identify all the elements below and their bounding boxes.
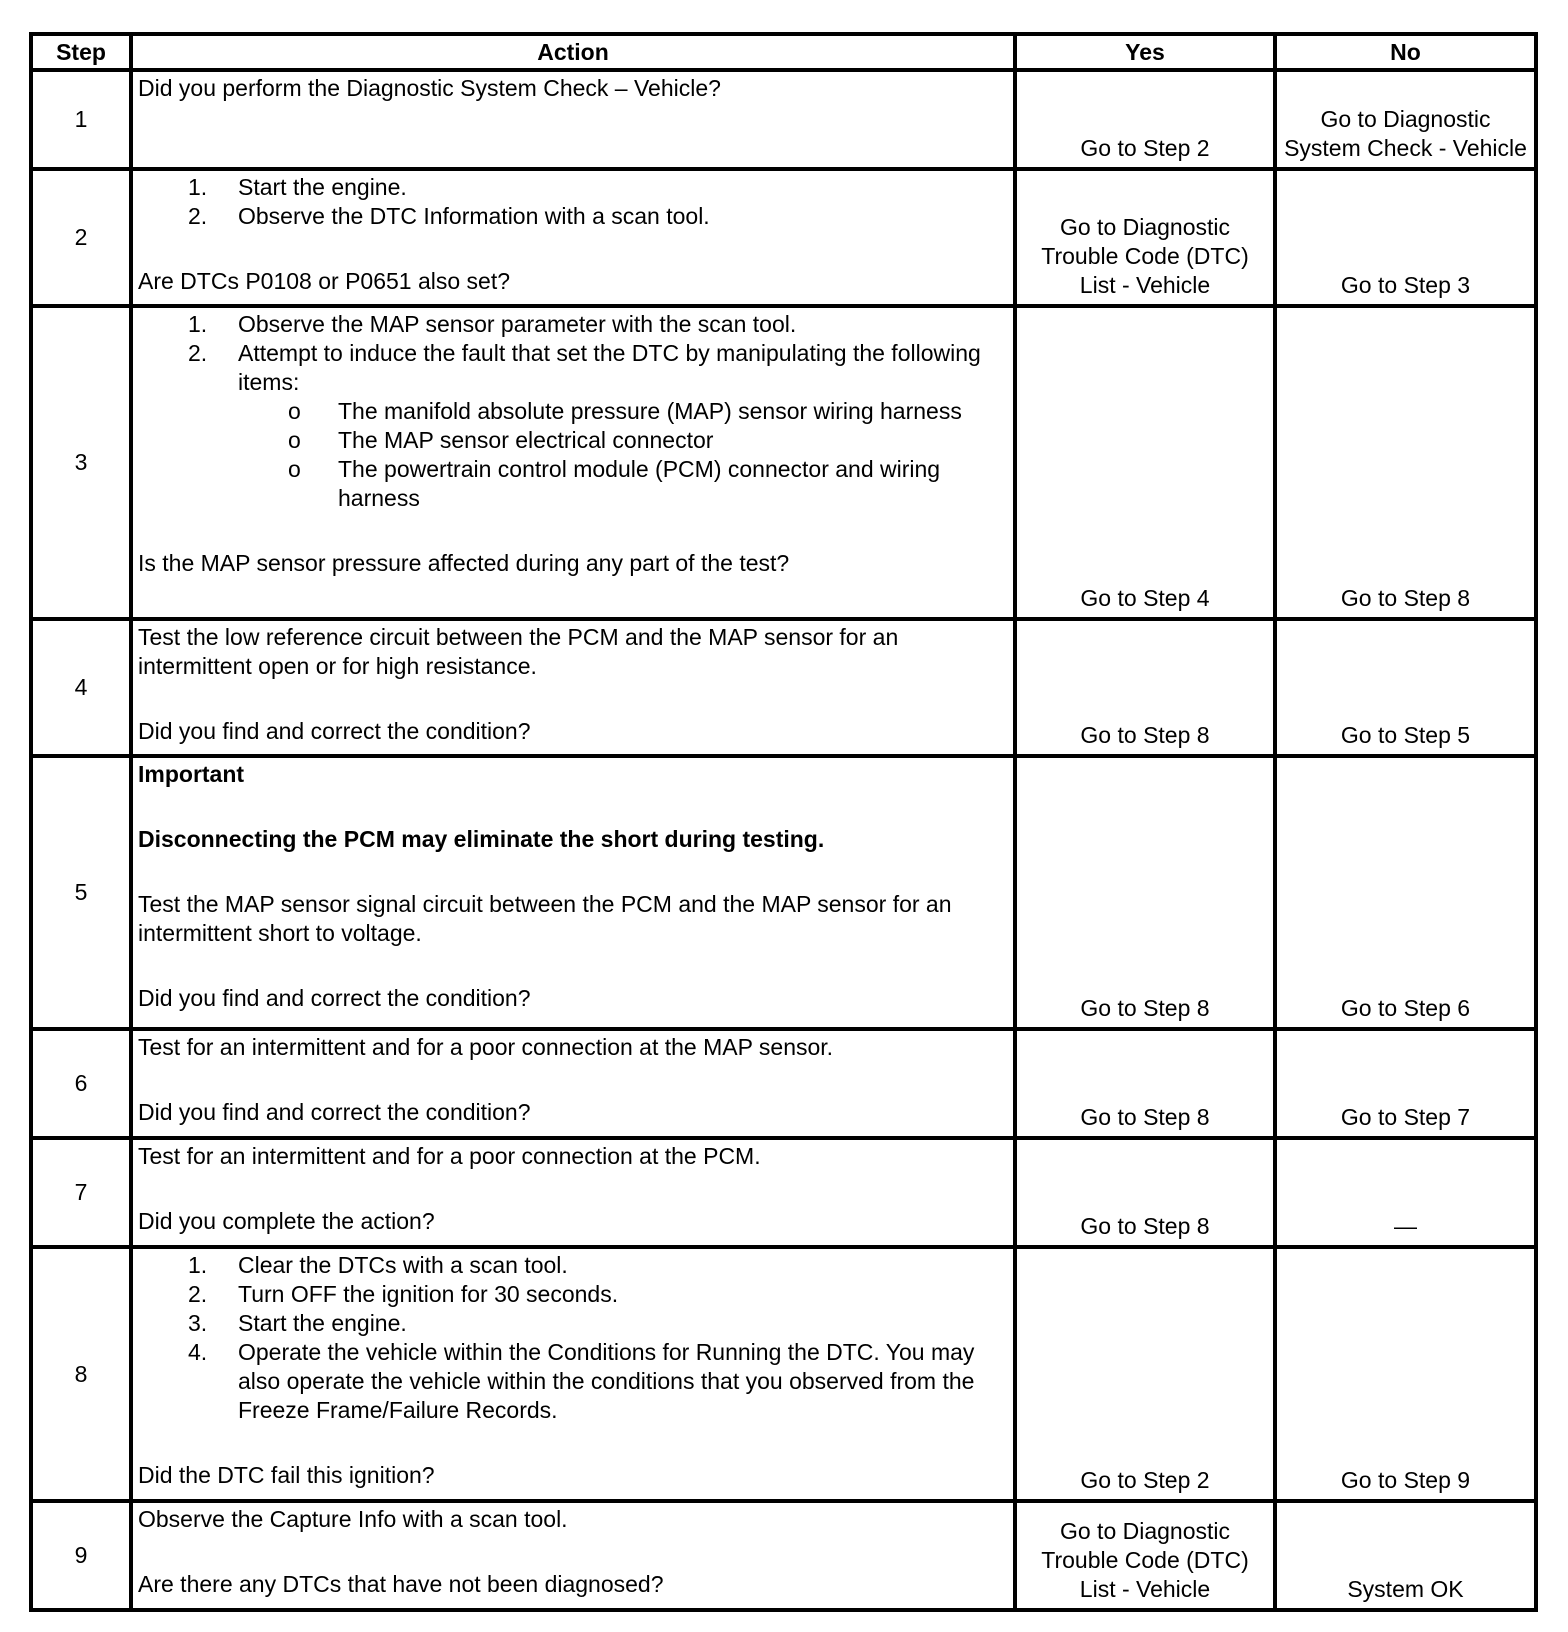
yes-cell: Go to Step 2 [1015,1247,1275,1501]
yes-cell: Go to Diagnostic Trouble Code (DTC) List - Vehicle [1015,1501,1275,1610]
list-item-text: Start the engine. [238,174,407,200]
table-row-step-4 [31,619,1536,756]
instruction-text: Observe the Capture Info with a scan tool. [138,1506,568,1532]
yes-cell: Go to Step 8 [1015,619,1275,756]
numbered-list [138,1251,1007,1425]
no-cell: Go to Step 8 [1275,306,1536,619]
action-cell [131,169,1015,306]
question: Did you find and correct the condition? [138,985,531,1011]
bullet-item [238,426,1007,455]
no-cell: Go to Step 7 [1275,1029,1536,1138]
list-number: 4. [188,1339,208,1365]
yes-cell: Go to Diagnostic Trouble Code (DTC) List - Vehicle [1015,169,1275,306]
action-cell [131,1138,1015,1247]
step-number: 4 [31,619,131,756]
action-cell [131,1501,1015,1610]
list-item [138,173,1007,202]
no-cell: Go to Step 9 [1275,1247,1536,1501]
list-item-text: Clear the DTCs with a scan tool. [238,1252,568,1278]
question: Did you perform the Diagnostic System Check – Vehicle? [138,75,721,101]
step-number: 8 [31,1247,131,1501]
bullet-item-text: The manifold absolute pressure (MAP) sensor wiring harness [338,398,962,424]
diagnostic-table [29,32,1538,1612]
bullet-item [238,397,1007,426]
list-item [138,1338,1007,1425]
no-cell: Go to Step 5 [1275,619,1536,756]
list-item [138,1280,1007,1309]
yes-cell: Go to Step 8 [1015,756,1275,1029]
list-number: 3. [188,1310,208,1336]
yes-cell: Go to Step 8 [1015,1138,1275,1247]
list-item-text: Attempt to induce the fault that set the DTC by manipulating the following items: [238,340,981,395]
list-number: 2. [188,1281,208,1307]
table-row-step-1 [31,70,1536,169]
no-cell: — [1275,1138,1536,1247]
step-number: 5 [31,756,131,1029]
bullet-marker: o [288,456,301,482]
numbered-list [138,310,1007,513]
list-item-text: Observe the MAP sensor parameter with the scan tool. [238,311,797,337]
important-note: Disconnecting the PCM may eliminate the short during testing. [138,826,825,852]
list-number: 2. [188,203,208,229]
step-number: 9 [31,1501,131,1610]
yes-cell: Go to Step 8 [1015,1029,1275,1138]
bullet-marker: o [288,427,301,453]
header-action: Action [131,34,1015,70]
step-number: 3 [31,306,131,619]
no-cell: Go to Step 3 [1275,169,1536,306]
table-row-step-7 [31,1138,1536,1247]
header-step: Step [31,34,131,70]
action-cell [131,1247,1015,1501]
list-item [138,339,1007,513]
question: Did you find and correct the condition? [138,1099,531,1125]
no-cell: Go to Diagnostic System Check - Vehicle [1275,70,1536,169]
list-item [138,1251,1007,1280]
list-item [138,1309,1007,1338]
list-item-text: Observe the DTC Information with a scan tool. [238,203,710,229]
list-item-text: Operate the vehicle within the Conditions for Running the DTC. You may also operate the vehicle within the conditions that you observed from the Freeze Frame/Failure Records. [238,1339,975,1423]
header-yes: Yes [1015,34,1275,70]
table-row-step-5 [31,756,1536,1029]
yes-cell: Go to Step 2 [1015,70,1275,169]
table-row-step-2 [31,169,1536,306]
instruction-text: Test the MAP sensor signal circuit between the PCM and the MAP sensor for an intermittent short to voltage. [138,891,952,946]
question: Did the DTC fail this ignition? [138,1462,435,1488]
instruction-text: Test the low reference circuit between the PCM and the MAP sensor for an intermittent open or for high resistance. [138,624,899,679]
table-row-step-3 [31,306,1536,619]
no-cell: Go to Step 6 [1275,756,1536,1029]
bullet-item [238,455,1007,513]
bullet-item-text: The MAP sensor electrical connector [338,427,714,453]
list-item-text: Start the engine. [238,1310,407,1336]
instruction-text: Test for an intermittent and for a poor connection at the PCM. [138,1143,761,1169]
action-cell [131,619,1015,756]
action-cell [131,306,1015,619]
question: Did you complete the action? [138,1208,435,1234]
instruction-text: Test for an intermittent and for a poor connection at the MAP sensor. [138,1034,834,1060]
list-number: 1. [188,311,208,337]
bullet-marker: o [288,398,301,424]
action-cell [131,70,1015,169]
step-number: 6 [31,1029,131,1138]
step-number: 2 [31,169,131,306]
table-row-step-9 [31,1501,1536,1610]
list-item [138,202,1007,231]
table-row-step-8 [31,1247,1536,1501]
question: Is the MAP sensor pressure affected during any part of the test? [138,550,790,576]
step-number: 7 [31,1138,131,1247]
table-row-step-6 [31,1029,1536,1138]
action-cell [131,1029,1015,1138]
list-number: 1. [188,1252,208,1278]
step-number: 1 [31,70,131,169]
bullet-item-text: The powertrain control module (PCM) connector and wiring harness [338,456,941,511]
action-cell [131,756,1015,1029]
list-item [138,310,1007,339]
question: Did you find and correct the condition? [138,718,531,744]
list-number: 1. [188,174,208,200]
header-no: No [1275,34,1536,70]
question: Are there any DTCs that have not been diagnosed? [138,1571,664,1597]
header-row [31,34,1536,70]
list-number: 2. [188,340,208,366]
bullet-list [238,397,1007,513]
no-cell: System OK [1275,1501,1536,1610]
list-item-text: Turn OFF the ignition for 30 seconds. [238,1281,619,1307]
numbered-list [138,173,1007,231]
important-heading: Important [138,761,245,787]
yes-cell: Go to Step 4 [1015,306,1275,619]
question: Are DTCs P0108 or P0651 also set? [138,268,511,294]
